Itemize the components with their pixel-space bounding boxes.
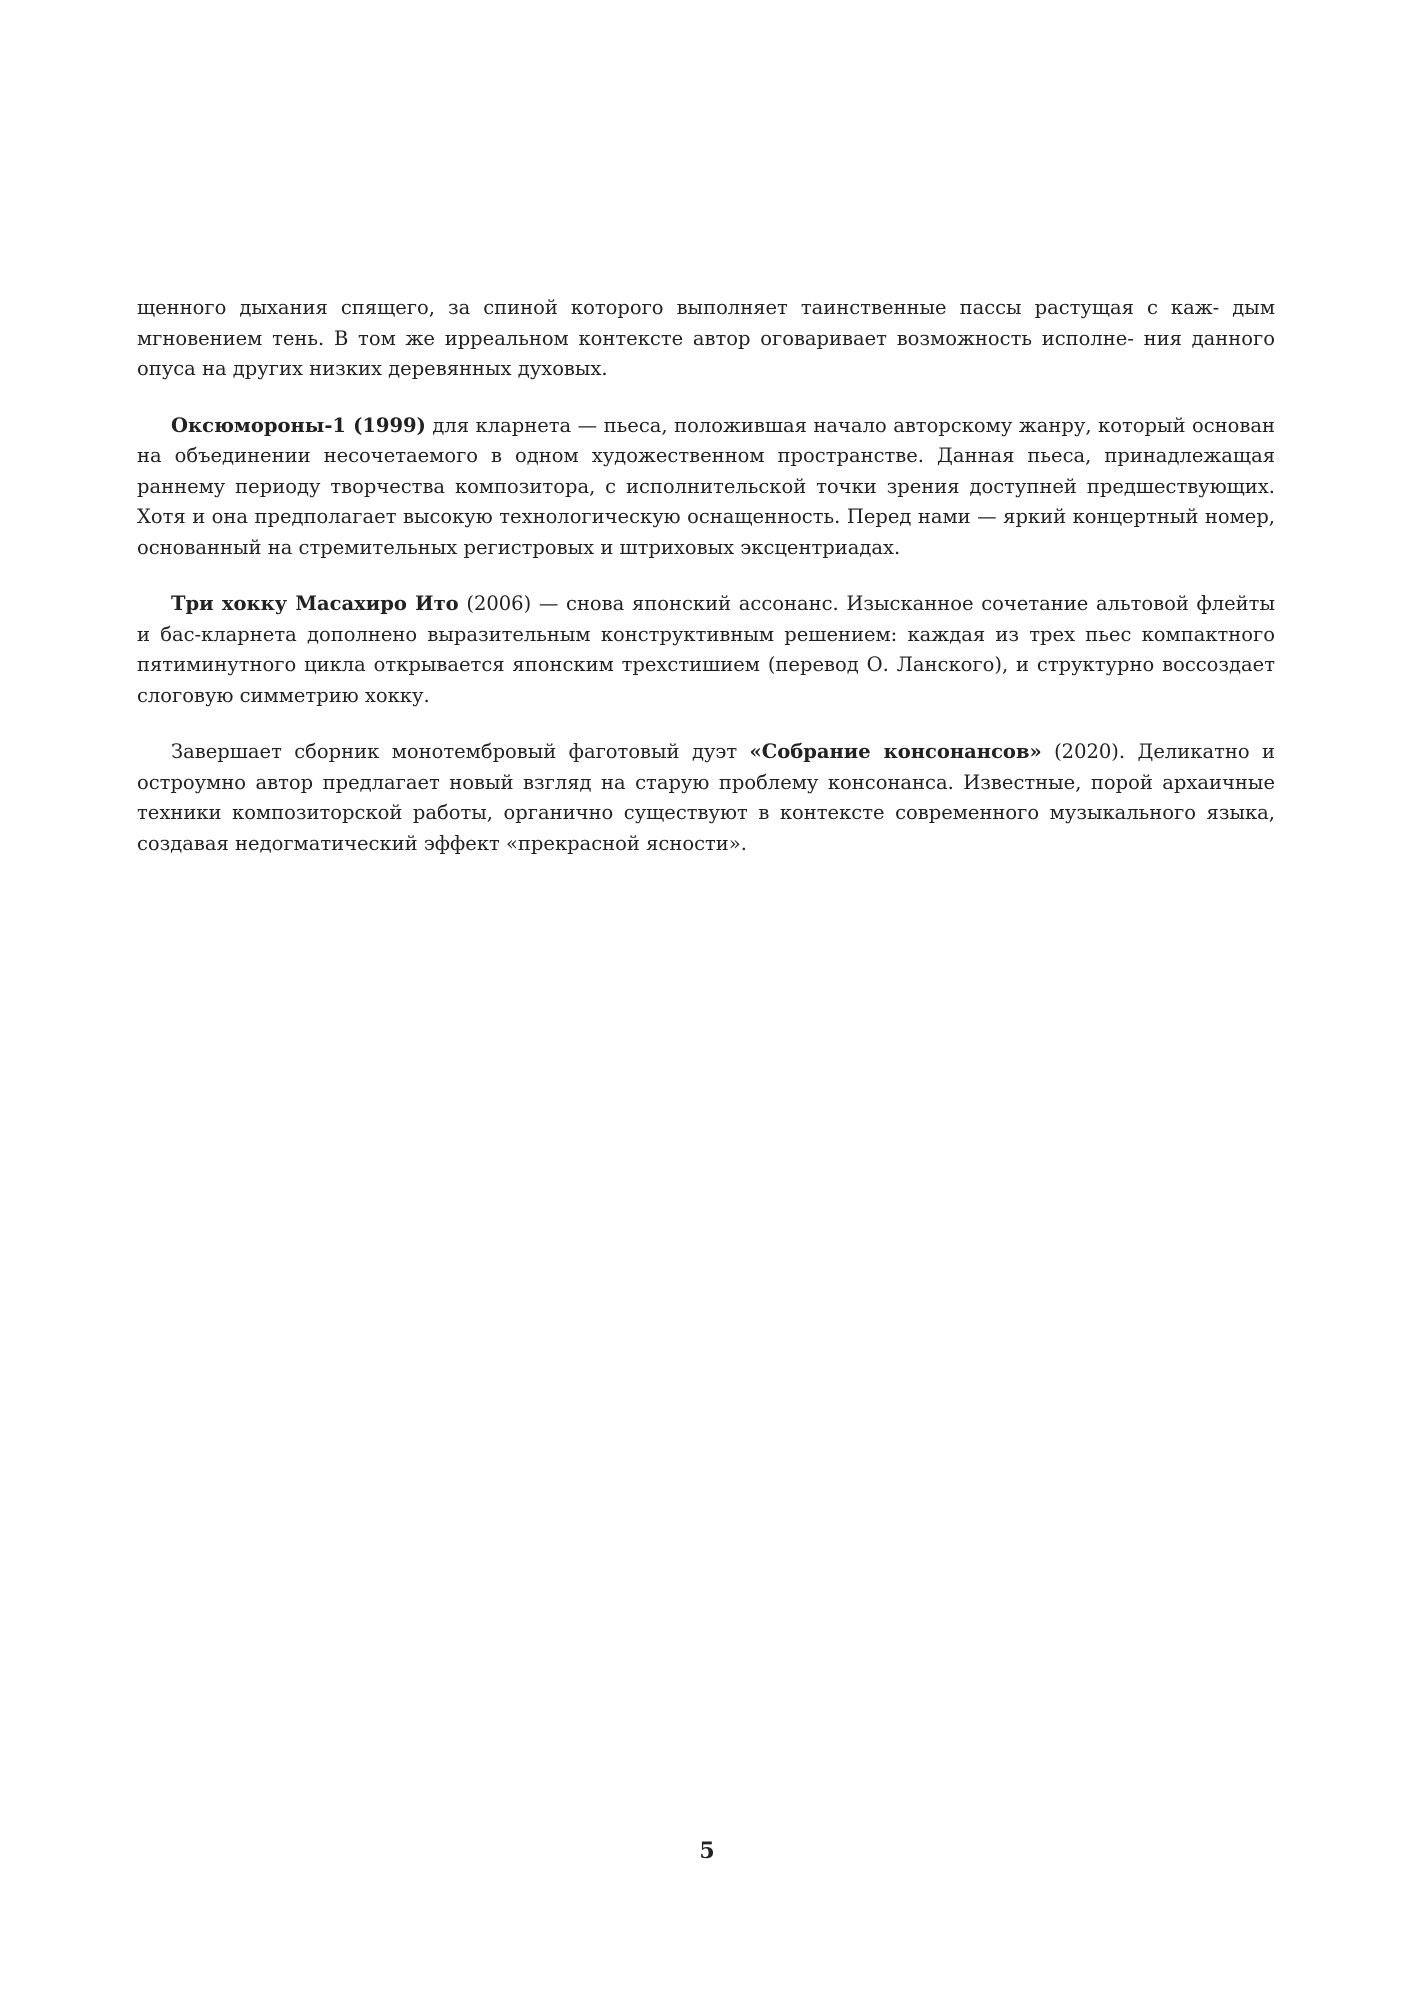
main-text (137, 293, 1275, 885)
paragraph-intro: Завершает сборник монотембровый фаготовый дуэт (171, 740, 750, 763)
page-number: 5 (699, 1838, 715, 1864)
paragraph-line: дым мгновением тень. В том же ирреальном контексте автор оговаривает возможность исполне- (137, 296, 1275, 350)
paragraph-body: (2006) — снова японский ассонанс. Изысканное сочетание альтовой флейты и бас-кларнета дополнено выразительным конструктивным решением: каждая из трех пьес компактного пятиминутного цикла открывается японским трехстишием (перевод О. Ланского), и структурно воссоздает слоговую симметрию хокку. (137, 592, 1275, 707)
paragraph-line: щенного дыхания спящего, за спиной которого выполняет таинственные пассы растущая с каж- (137, 296, 1220, 319)
paragraph-continuation (137, 293, 1275, 385)
paragraph-body: для кларнета — пьеса, положившая начало авторскому жанру, который основан на объединении несочетаемого в одном художественном пространстве. Данная пьеса, принадлежащая раннему периоду творчества композитора, с исполнительской точки зрения доступней предшествующих. Хотя и она предполагает высокую технологическую оснащенность. Перед нами — яркий концертный номер, основанный на стремительных регистровых и штриховых эксцентриадах. (137, 413, 1275, 559)
paragraph-line: ния данного опуса на других низких деревянных духовых. (137, 326, 1275, 380)
paragraph-oxymorons (137, 411, 1275, 564)
paragraph-body: (2020). Деликатно и остроумно автор предлагает новый взгляд на старую проблему консонанса. Известные, порой архаичные техники композиторской работы, органично существуют в контексте современного музыкального языка, создавая недогматический эффект «прекрасной ясности». (137, 740, 1276, 855)
work-title: «Собрание консонансов» (749, 740, 1042, 763)
paragraph-haiku (137, 589, 1275, 711)
work-title: Оксюмороны-1 (1999) (171, 413, 426, 437)
paragraph-consonances (137, 737, 1275, 859)
work-title: Три хокку Масахиро Ито (171, 592, 459, 615)
